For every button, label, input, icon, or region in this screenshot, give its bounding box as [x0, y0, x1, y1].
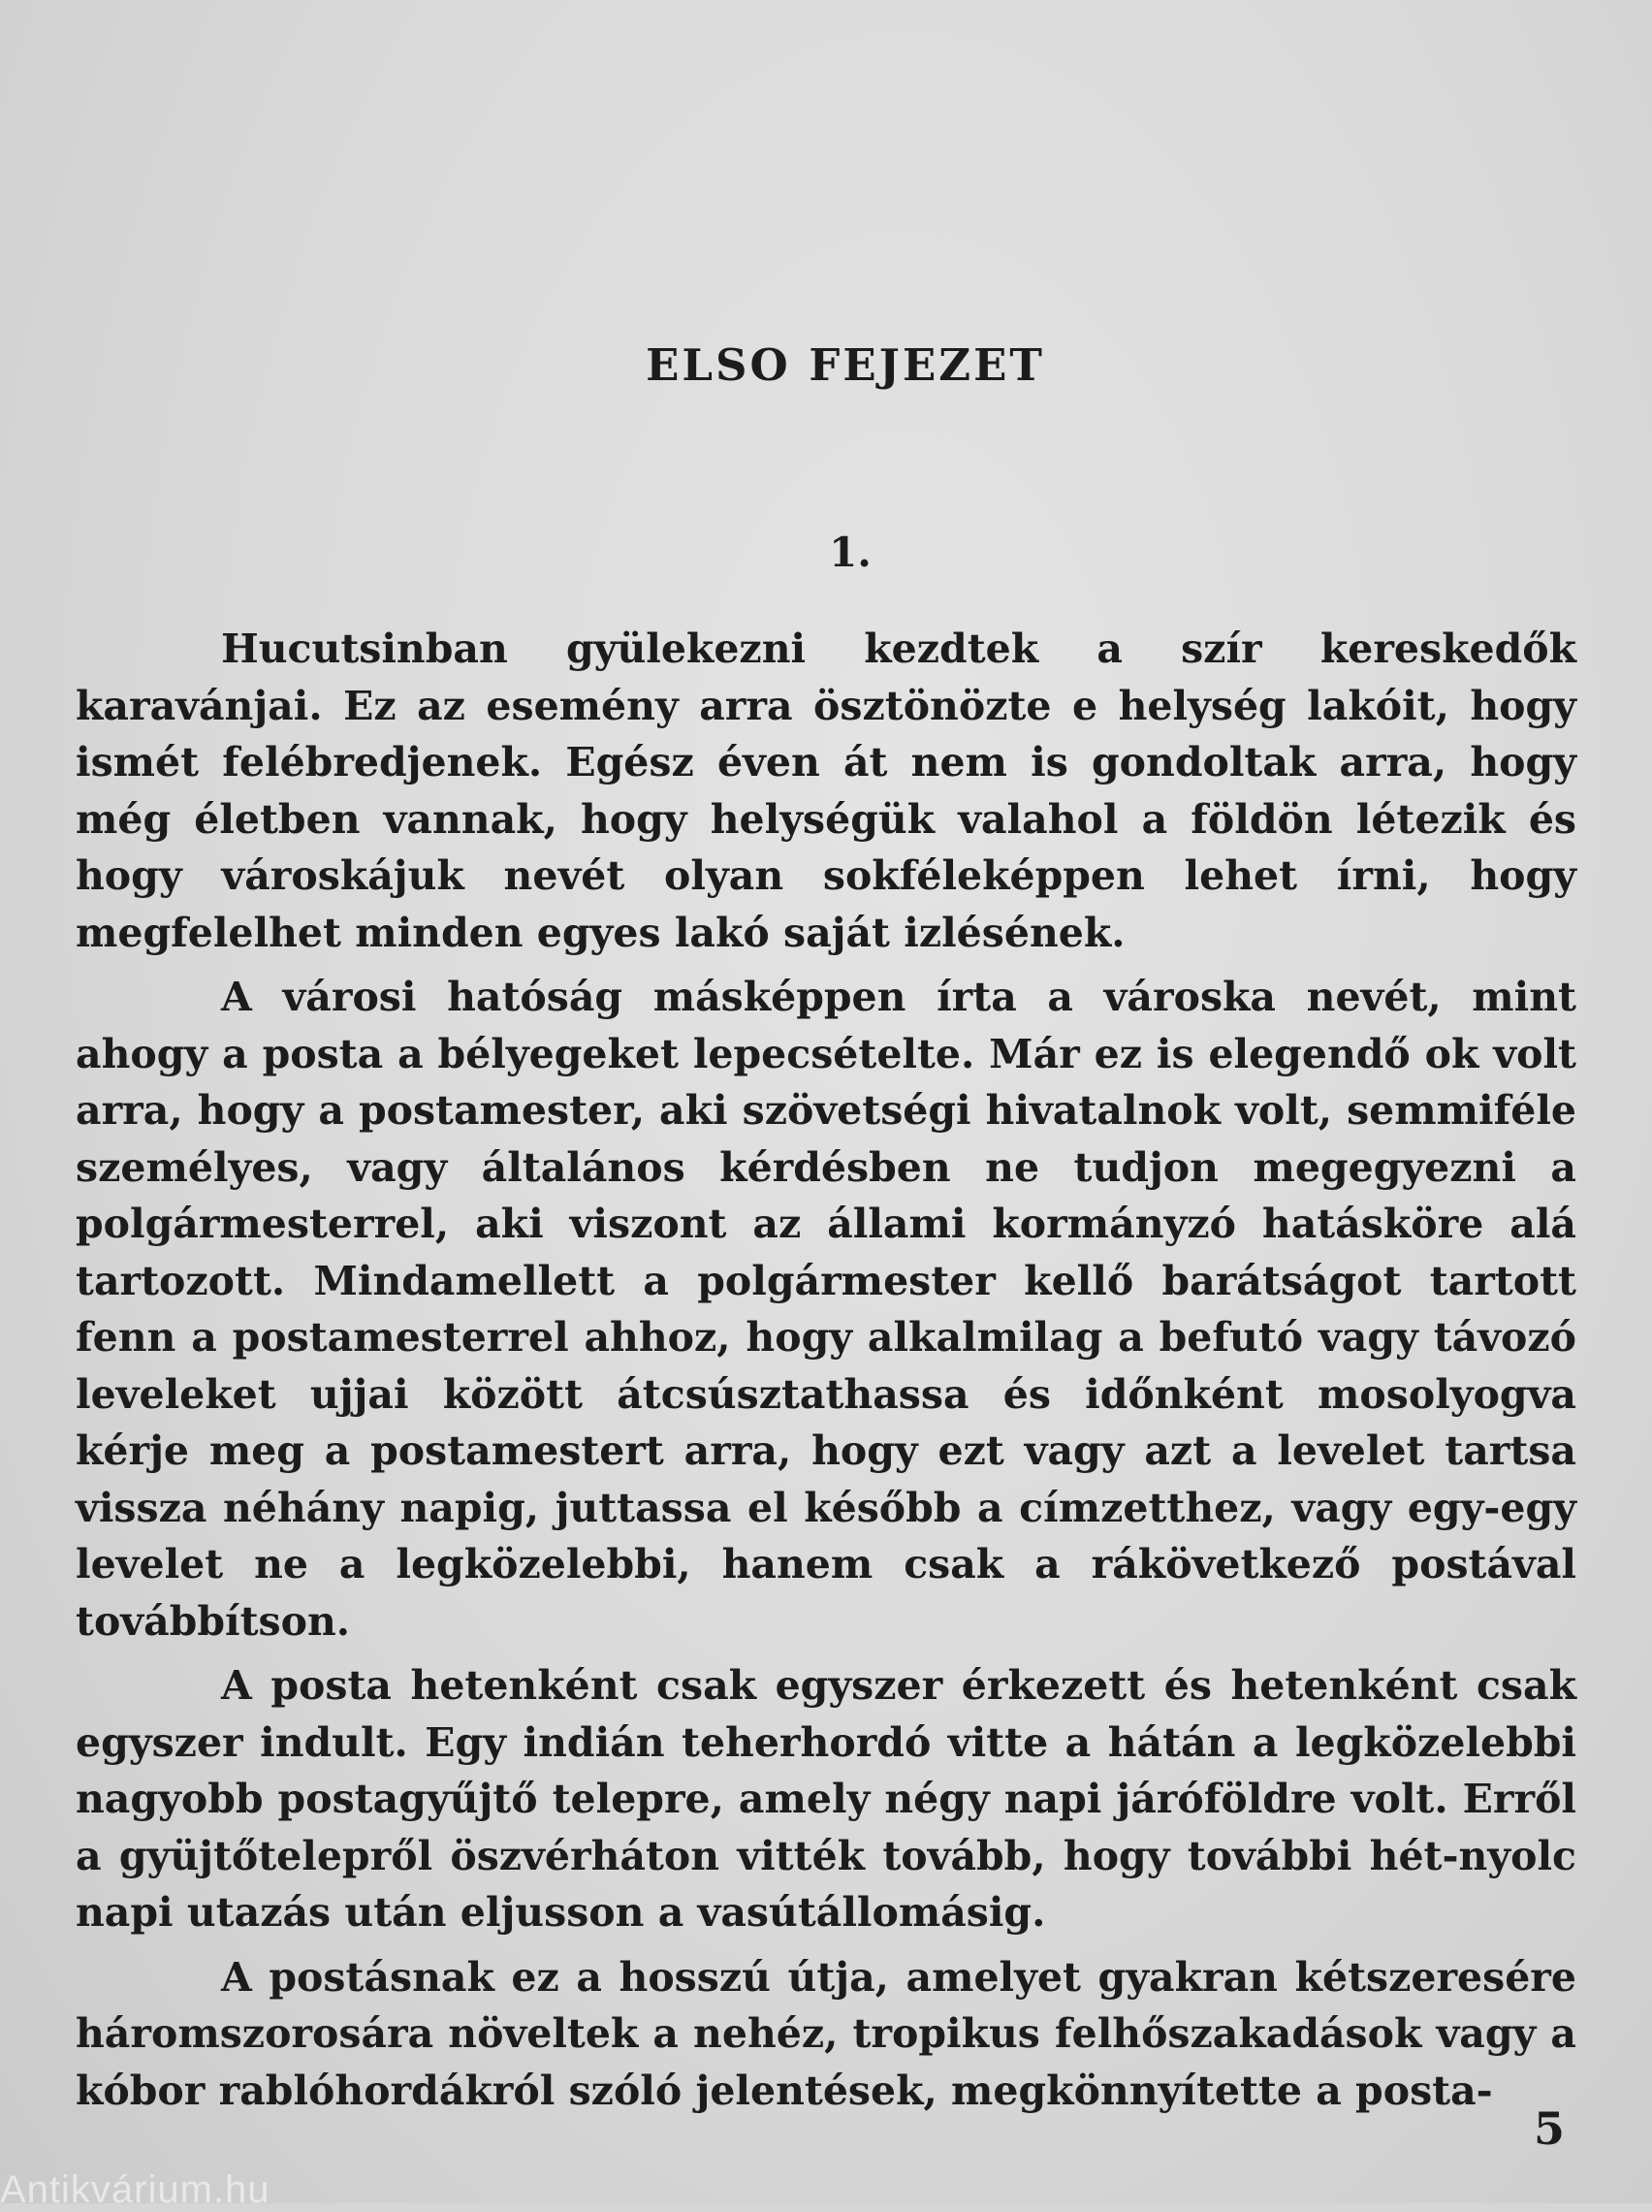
paragraph-4: A postásnak ez a hosszú útja, amelyet gyakran kétszeresére háromszorosára növeltek a nehéz, tropikus felhőszakadások vagy a kóbor rablóhordákról szóló jelentések, megkönnyítette a posta-	[76, 1953, 1576, 2114]
watermark: Antikvárium.hu	[0, 2168, 270, 2211]
body-text	[76, 621, 1576, 2127]
section-number: 1.	[829, 529, 872, 576]
page-number: 5	[1533, 2102, 1565, 2155]
chapter-title: ELSO FEJEZET	[646, 339, 1045, 391]
paragraph-2: A városi hatóság másképpen írta a városka nevét, mint ahogy a posta a bélyegeket lepecsételte. Már ez is elegendő ok volt arra, hogy a postamester, aki szövetségi hivatalnok volt, semmiféle személyes, vagy általános kérdésben ne tudjon megegyezni a polgármesterrel, aki viszont az állami kormányzó hatásköre alá tartozott. Mindamellett a polgármester kellő barátságot tartott fenn a postamesterrel ahhoz, hogy alkalmilag a befutó vagy távozó leveleket ujjai között átcsúsztathassa és időnként mosolyogva kérje meg a postamestert arra, hogy ezt vagy azt a levelet tartsa vissza néhány napig, juttassa el később a címzetthez, vagy egy-egy levelet ne a legközelebbi, hanem csak a rákövetkező postával továbbítson.	[76, 974, 1576, 1645]
paragraph-1: Hucutsinban gyülekezni kezdtek a szír kereskedők karavánjai. Ez az esemény arra ösztönözte e helység lakóit, hogy ismét felébredjenek. Egész éven át nem is gondoltak arra, hogy még életben vannak, hogy helységük valahol a földön létezik és hogy városkájuk nevét olyan sokféleképpen lehet írni, hogy megfelelhet minden egyes lakó saját izlésének.	[76, 625, 1576, 956]
paragraph-3: A posta hetenként csak egyszer érkezett és hetenként csak egyszer indult. Egy indián teherhordó vitte a hátán a legközelebbi nagyobb postagyűjtő telepre, amely négy napi járóföldre volt. Erről a gyüjtőtelepről öszvérháton vitték tovább, hogy további hét-nyolc napi utazás után eljusson a vasútállomásig.	[76, 1662, 1576, 1936]
